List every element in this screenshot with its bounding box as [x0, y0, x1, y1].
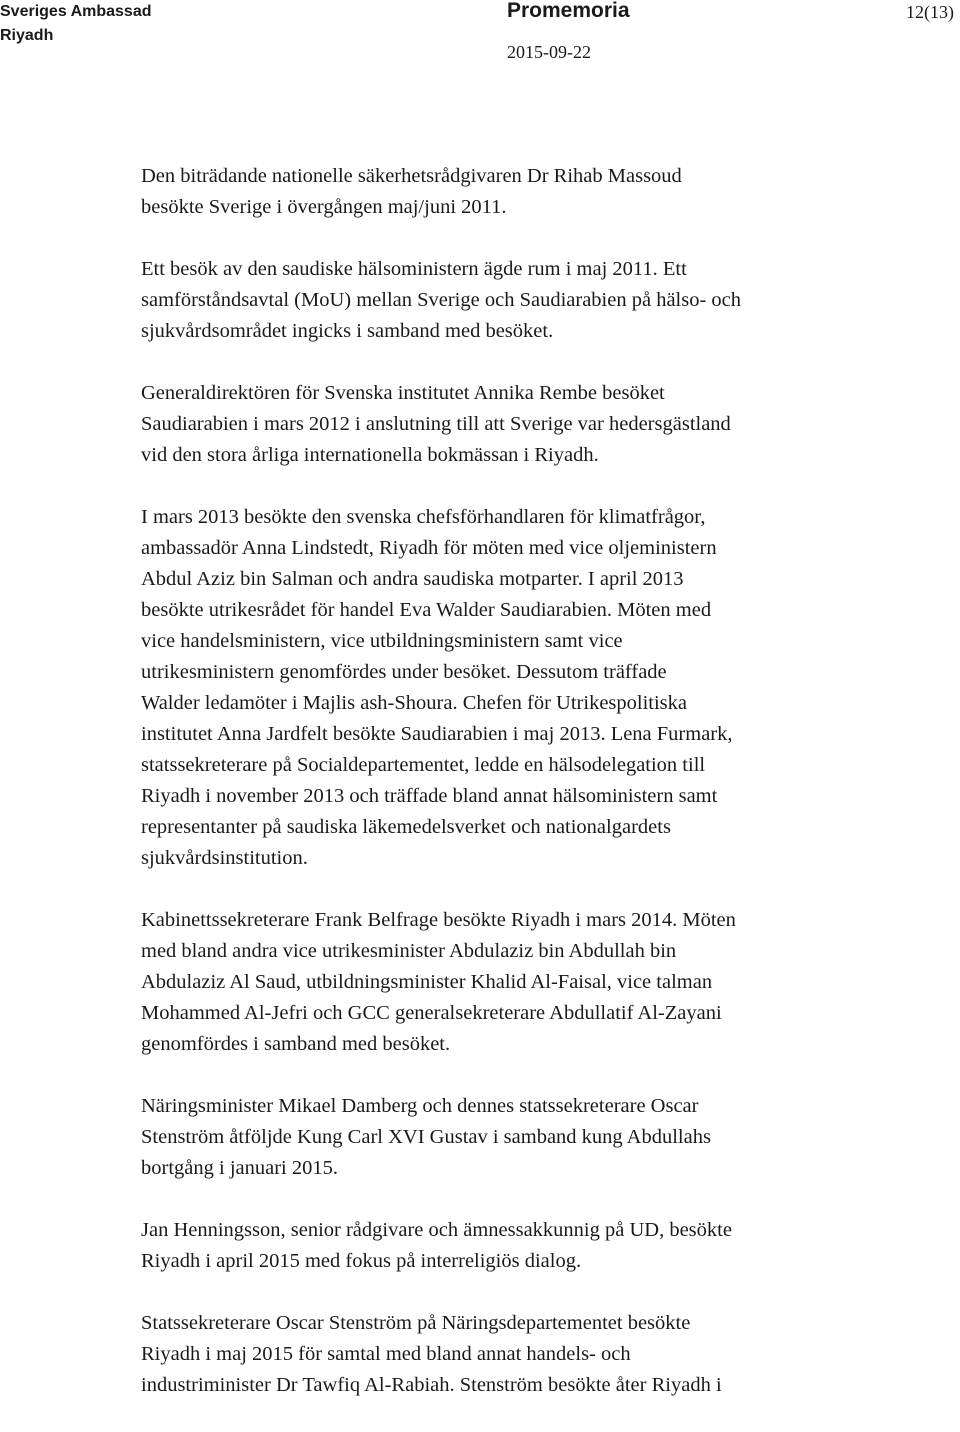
- paragraph-6: [141, 1091, 861, 1184]
- paragraph-line: Saudiarabien i mars 2012 i anslutning till att Sverige var hedersgästland: [141, 413, 731, 435]
- paragraph-line: Generaldirektören för Svenska institutet Annika Rembe besöket: [141, 382, 665, 404]
- paragraph-line: utrikesministern genomfördes under besöket. Dessutom träffade: [141, 661, 667, 683]
- paragraph-line: samförståndsavtal (MoU) mellan Sverige och Saudiarabien på hälso- och: [141, 289, 742, 311]
- paragraph-line: representanter på saudiska läkemedelsverket och nationalgardets: [141, 816, 671, 838]
- paragraph-line: institutet Anna Jardfelt besökte Saudiarabien i maj 2013. Lena Furmark,: [141, 723, 733, 745]
- paragraph-line: bortgång i januari 2015.: [141, 1157, 338, 1179]
- paragraph-line: Jan Henningsson, senior rådgivare och ämnessakkunnig på UD, besökte: [141, 1219, 732, 1241]
- paragraph-line: Stenström åtföljde Kung Carl XVI Gustav i samband kung Abdullahs: [141, 1126, 711, 1148]
- paragraph-line: genomfördes i samband med besöket.: [141, 1033, 451, 1055]
- paragraph-line: Abdulaziz Al Saud, utbildningsminister Khalid Al-Faisal, vice talman: [141, 971, 713, 993]
- page-number: 12(13): [906, 2, 954, 22]
- paragraph-line: industriminister Dr Tawfiq Al-Rabiah. Stenström besökte åter Riyadh i: [141, 1374, 722, 1396]
- header-city: Riyadh: [0, 27, 54, 44]
- paragraph-line: besökte Sverige i övergången maj/juni 2011.: [141, 196, 507, 218]
- paragraph-line: Ett besök av den saudiske hälsoministern ägde rum i maj 2011. Ett: [141, 258, 687, 280]
- paragraph-line: Kabinettssekreterare Frank Belfrage besökte Riyadh i mars 2014. Möten: [141, 909, 736, 931]
- paragraph-line: med bland andra vice utrikesminister Abdulaziz bin Abdullah bin: [141, 940, 677, 962]
- paragraph-2: [141, 254, 861, 347]
- header-sender: [0, 0, 151, 48]
- paragraph-line: Statssekreterare Oscar Stenström på Näringsdepartementet besökte: [141, 1312, 691, 1334]
- paragraph-line: vice handelsministern, vice utbildningsministern samt vice: [141, 630, 623, 652]
- paragraph-line: sjukvårdsområdet ingicks i samband med besöket.: [141, 320, 554, 342]
- paragraph-line: statssekreterare på Socialdepartementet, ledde en hälsodelegation till: [141, 754, 706, 776]
- paragraph-line: Abdul Aziz bin Salman och andra saudiska motparter. I april 2013: [141, 568, 684, 590]
- paragraph-line: sjukvårdsinstitution.: [141, 847, 308, 869]
- paragraph-line: besökte utrikesrådet för handel Eva Walder Saudiarabien. Möten med: [141, 599, 712, 621]
- paragraph-line: Riyadh i april 2015 med fokus på interreligiös dialog.: [141, 1250, 582, 1272]
- paragraph-line: Mohammed Al-Jefri och GCC generalsekreterare Abdullatif Al-Zayani: [141, 1002, 722, 1024]
- document-type: Promemoria: [507, 0, 630, 22]
- paragraph-line: Den biträdande nationelle säkerhetsrådgivaren Dr Rihab Massoud: [141, 165, 682, 187]
- paragraph-line: I mars 2013 besökte den svenska chefsförhandlaren för klimatfrågor,: [141, 506, 706, 528]
- paragraph-line: Riyadh i november 2013 och träffade bland annat hälsoministern samt: [141, 785, 718, 807]
- paragraph-line: Riyadh i maj 2015 för samtal med bland annat handels- och: [141, 1343, 631, 1365]
- paragraph-3: [141, 378, 861, 471]
- paragraph-1: [141, 161, 861, 223]
- paragraph-line: Näringsminister Mikael Damberg och dennes statssekreterare Oscar: [141, 1095, 699, 1117]
- paragraph-4: [141, 502, 861, 874]
- paragraph-line: Walder ledamöter i Majlis ash-Shoura. Chefen för Utrikespolitiska: [141, 692, 688, 714]
- paragraph-5: [141, 905, 861, 1060]
- paragraph-8: [141, 1308, 861, 1401]
- paragraph-7: [141, 1215, 861, 1277]
- paragraph-line: vid den stora årliga internationella bokmässan i Riyadh.: [141, 444, 599, 466]
- document-date: 2015-09-22: [507, 42, 591, 62]
- paragraph-line: ambassadör Anna Lindstedt, Riyadh för möten med vice oljeministern: [141, 537, 717, 559]
- header-org: Sveriges Ambassad: [0, 3, 152, 20]
- memo-body: [141, 161, 861, 1432]
